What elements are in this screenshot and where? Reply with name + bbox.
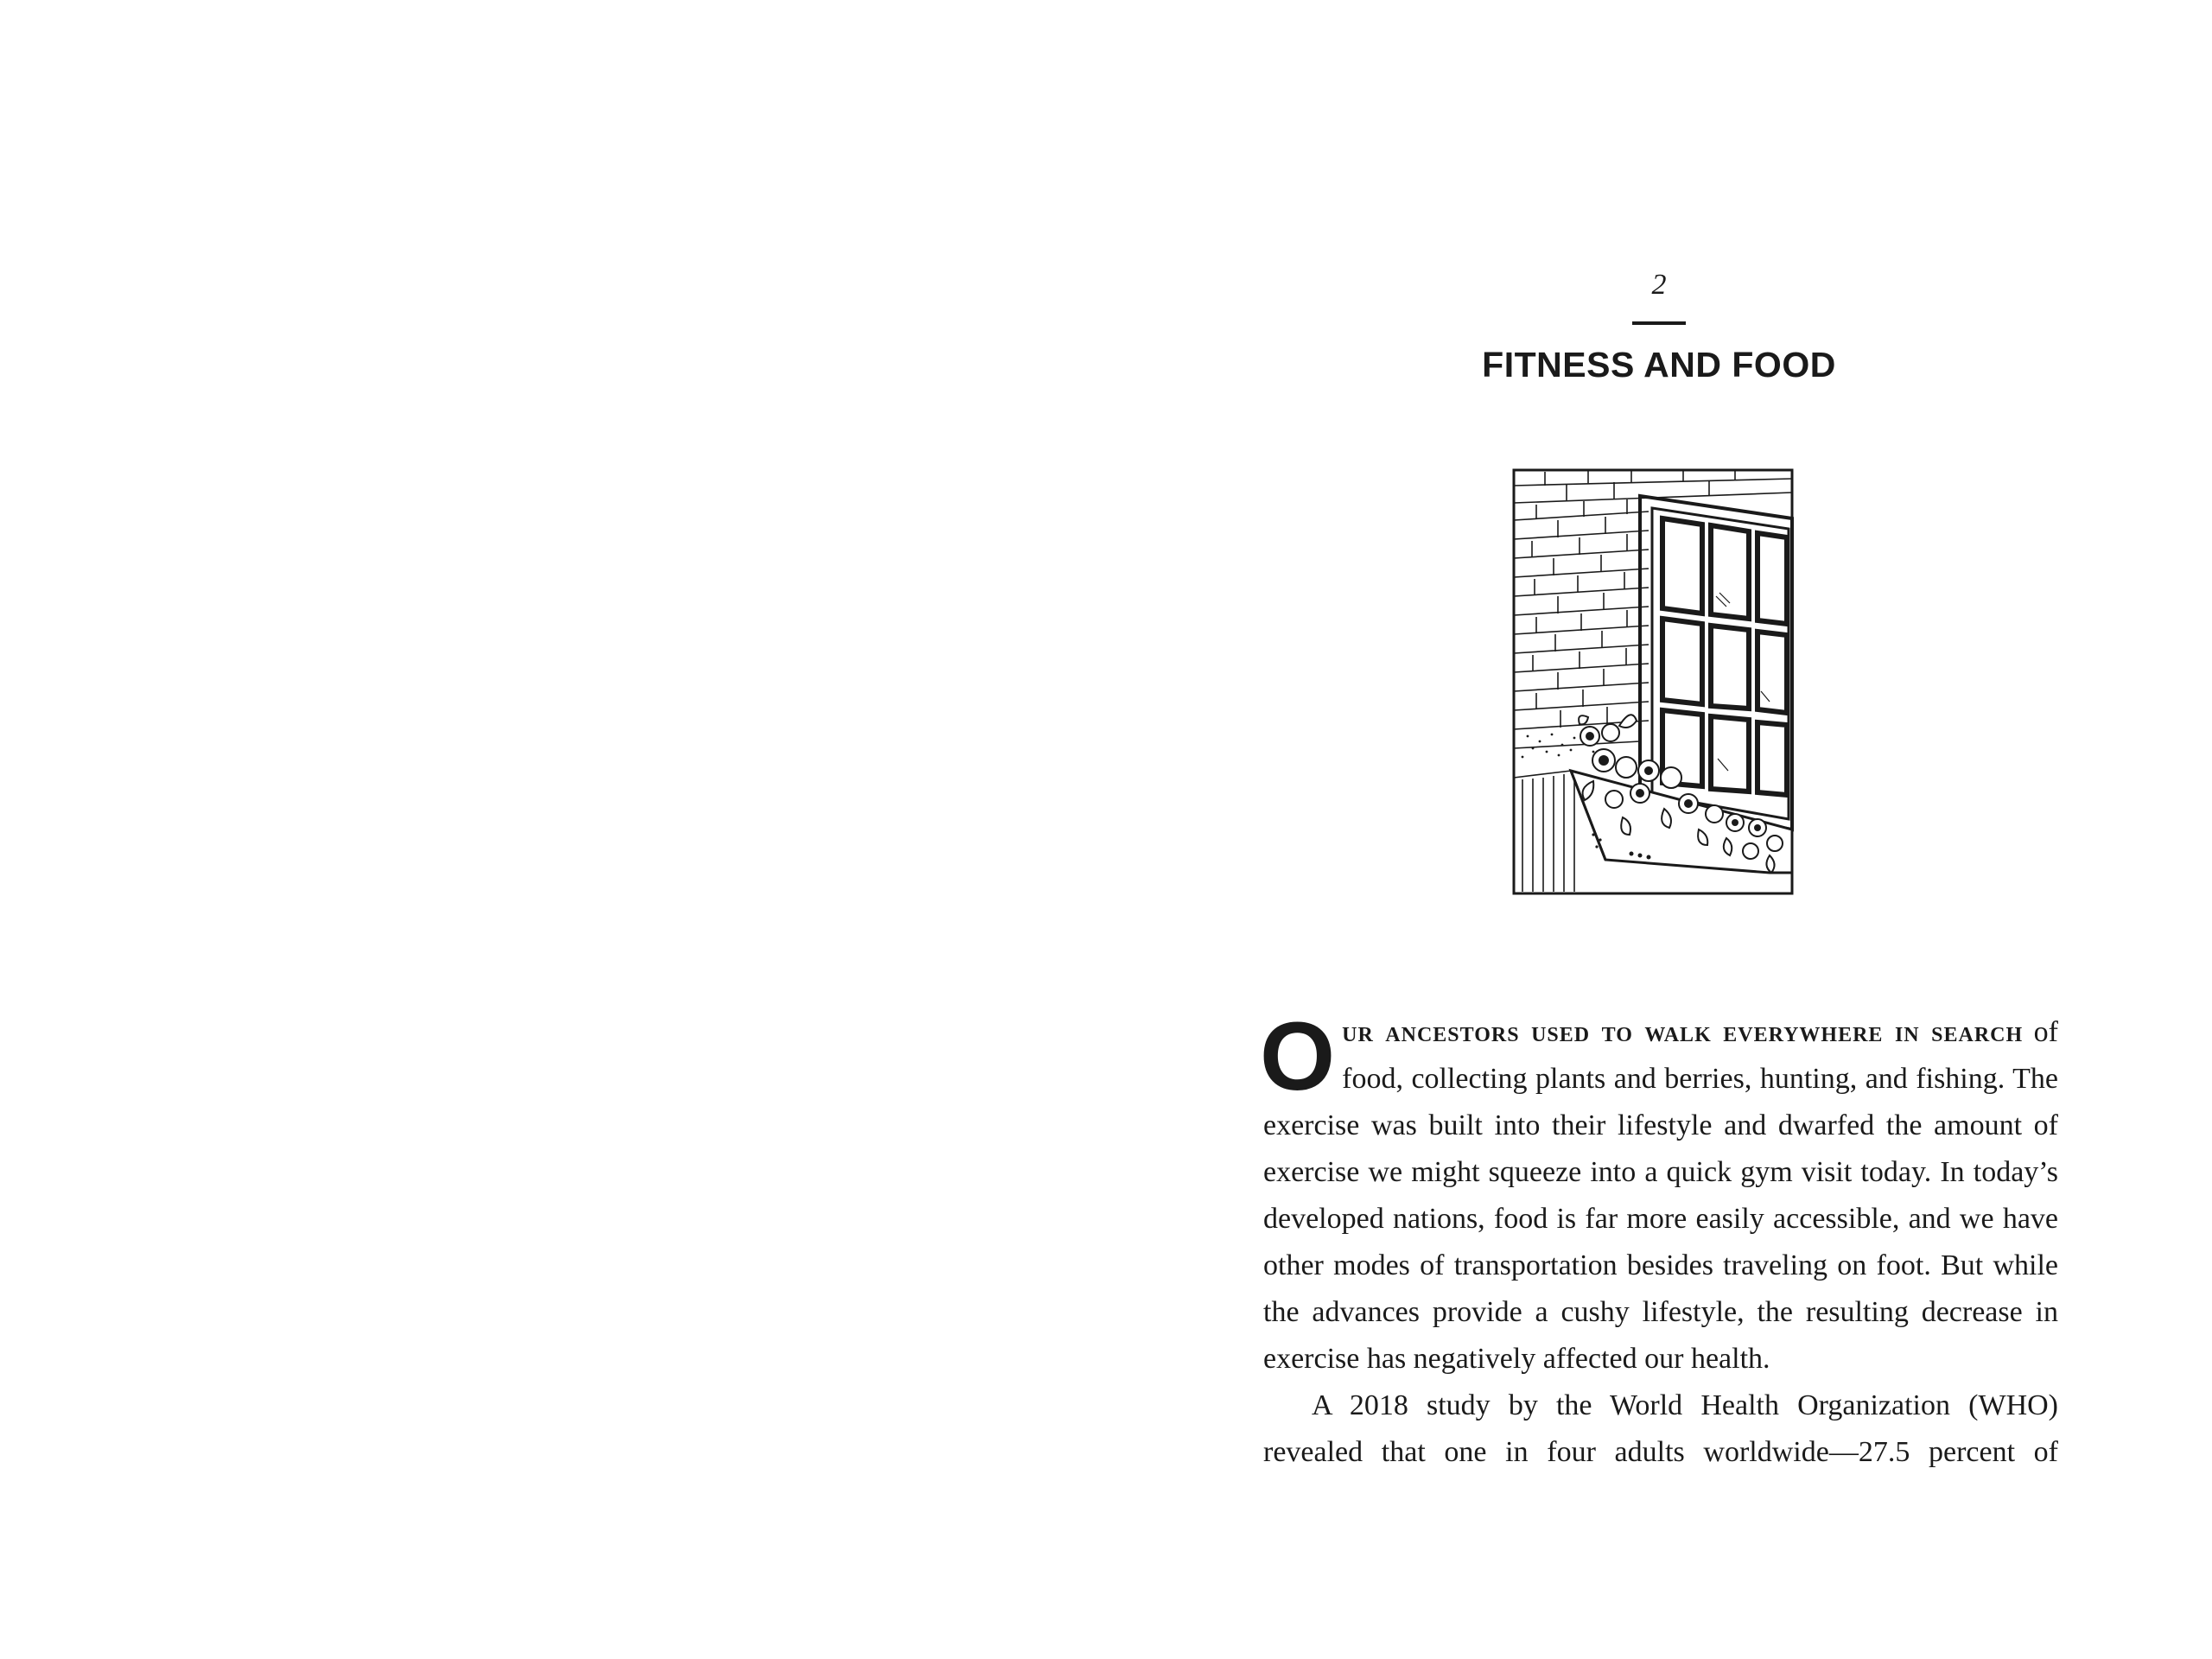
paragraph-2: A 2018 study by the World Health Organization (WHO) revealed that one in four adults worldwide—27.5 percent of [1263,1389,2058,1468]
lead-in-small-caps: ur ancestors used to walk everywhere in search [1342,1016,2024,1048]
body-text [1260,1002,2058,1476]
chapter-number: 2 [1651,269,1667,301]
drop-cap: O [1260,1002,1336,1110]
chapter-rule-divider [1632,321,1686,325]
chapter-title: FITNESS AND FOOD [1482,345,1836,385]
paragraph-1 [1260,1002,2058,1382]
window-box-flowers-illustration [1510,467,1796,899]
paragraph-1-text: of food, collecting plants and berries, hunting, and fishing. The exercise was built into their lifestyle and dwarfed the amount of exercise we might squeeze into a quick gym visit today. In today’s developed nations, food is far more easily accessible, and we have other modes of transportation besides traveling on foot. But while the advances provide a cushy lifestyle, the resulting decrease in exercise has negatively affected our health. [1263,1016,2058,1375]
